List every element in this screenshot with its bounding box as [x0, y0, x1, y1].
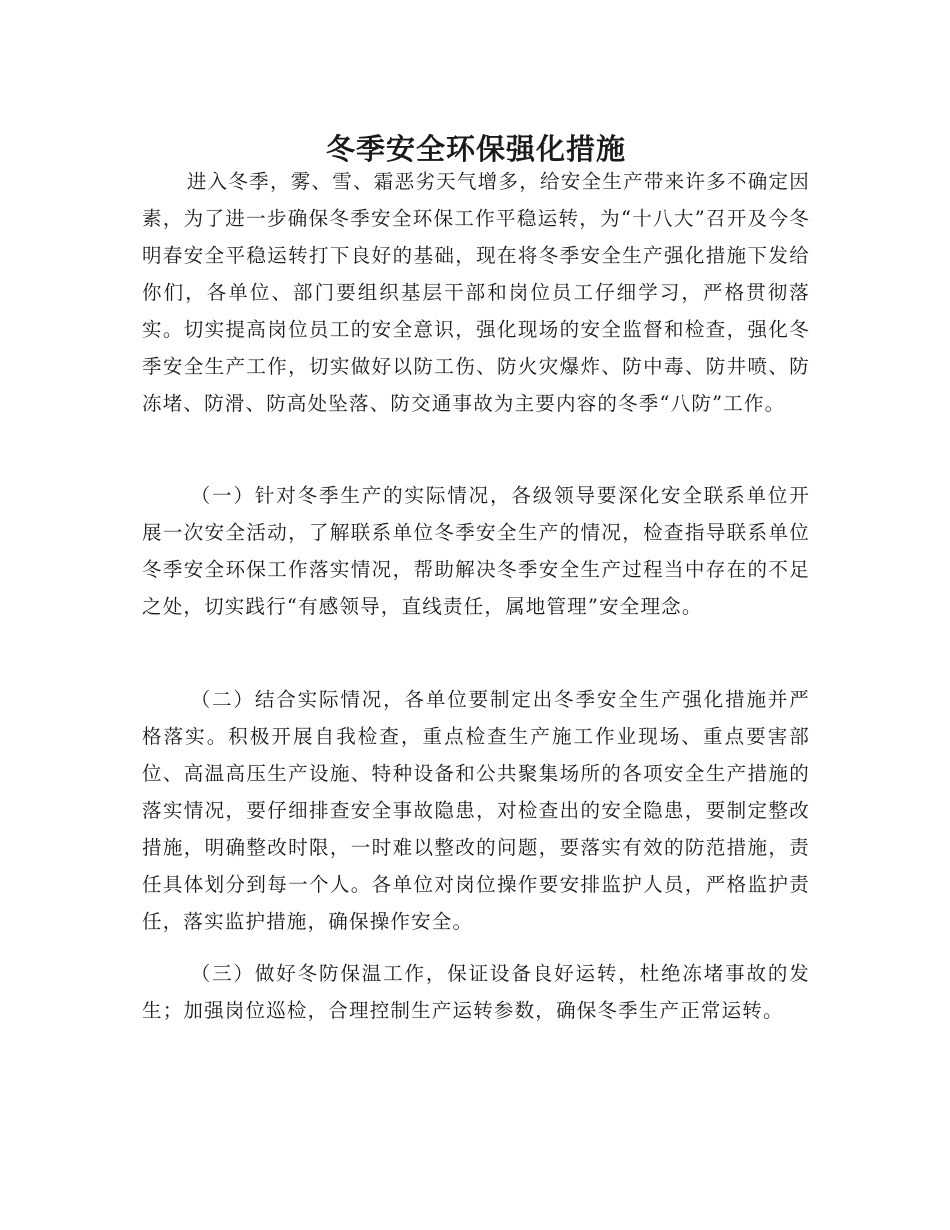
paragraph-intro: 进入冬季，雾、雪、霜恶劣天气增多，给安全生产带来许多不确定因素，为了进一步确保冬季安全环保工作平稳运转，为“十八大”召开及今冬明春安全平稳运转打下良好的基础，现在将冬季安全生产强化措施下发给你们，各单位、部门要组织基层干部和岗位员工仔细学习，严格贯彻落实。切实提高岗位员工的安全意识，强化现场的安全监督和检查，强化冬季安全生产工作，切实做好以防工伤、防火灾爆炸、防中毒、防井喷、防冻堵、防滑、防高处坠落、防交通事故为主要内容的冬季“八防”工作。 [142, 170, 810, 415]
document-title: 冬季安全环保强化措施 [325, 132, 626, 167]
paragraph-item-2: （二）结合实际情况，各单位要制定出冬季安全生产强化措施并严格落实。积极开展自我检查，重点检查生产施工作业现场、重点要害部位、高温高压生产设施、特种设备和公共聚集场所的各项安全生产措施的落实情况，要仔细排查安全事故隐患，对检查出的安全隐患，要制定整改措施，明确整改时限，一时难以整改的问题，要落实有效的防范措施，责任具体划分到每一个人。各单位对岗位操作要安排监护人员，严格监护责任，落实监护措施，确保操作安全。 [142, 688, 810, 933]
paragraph-item-3: （三）做好冬防保温工作，保证设备良好运转，杜绝冻堵事故的发生；加强岗位巡检，合理控制生产运转参数，确保冬季生产正常运转。 [142, 962, 810, 1022]
paragraph-item-1: （一）针对冬季生产的实际情况，各级领导要深化安全联系单位开展一次安全活动，了解联系单位冬季安全生产的情况，检查指导联系单位冬季安全环保工作落实情况，帮助解决冬季安全生产过程当中存在的不足之处，切实践行“有感领导，直线责任，属地管理”安全理念。 [142, 484, 810, 618]
